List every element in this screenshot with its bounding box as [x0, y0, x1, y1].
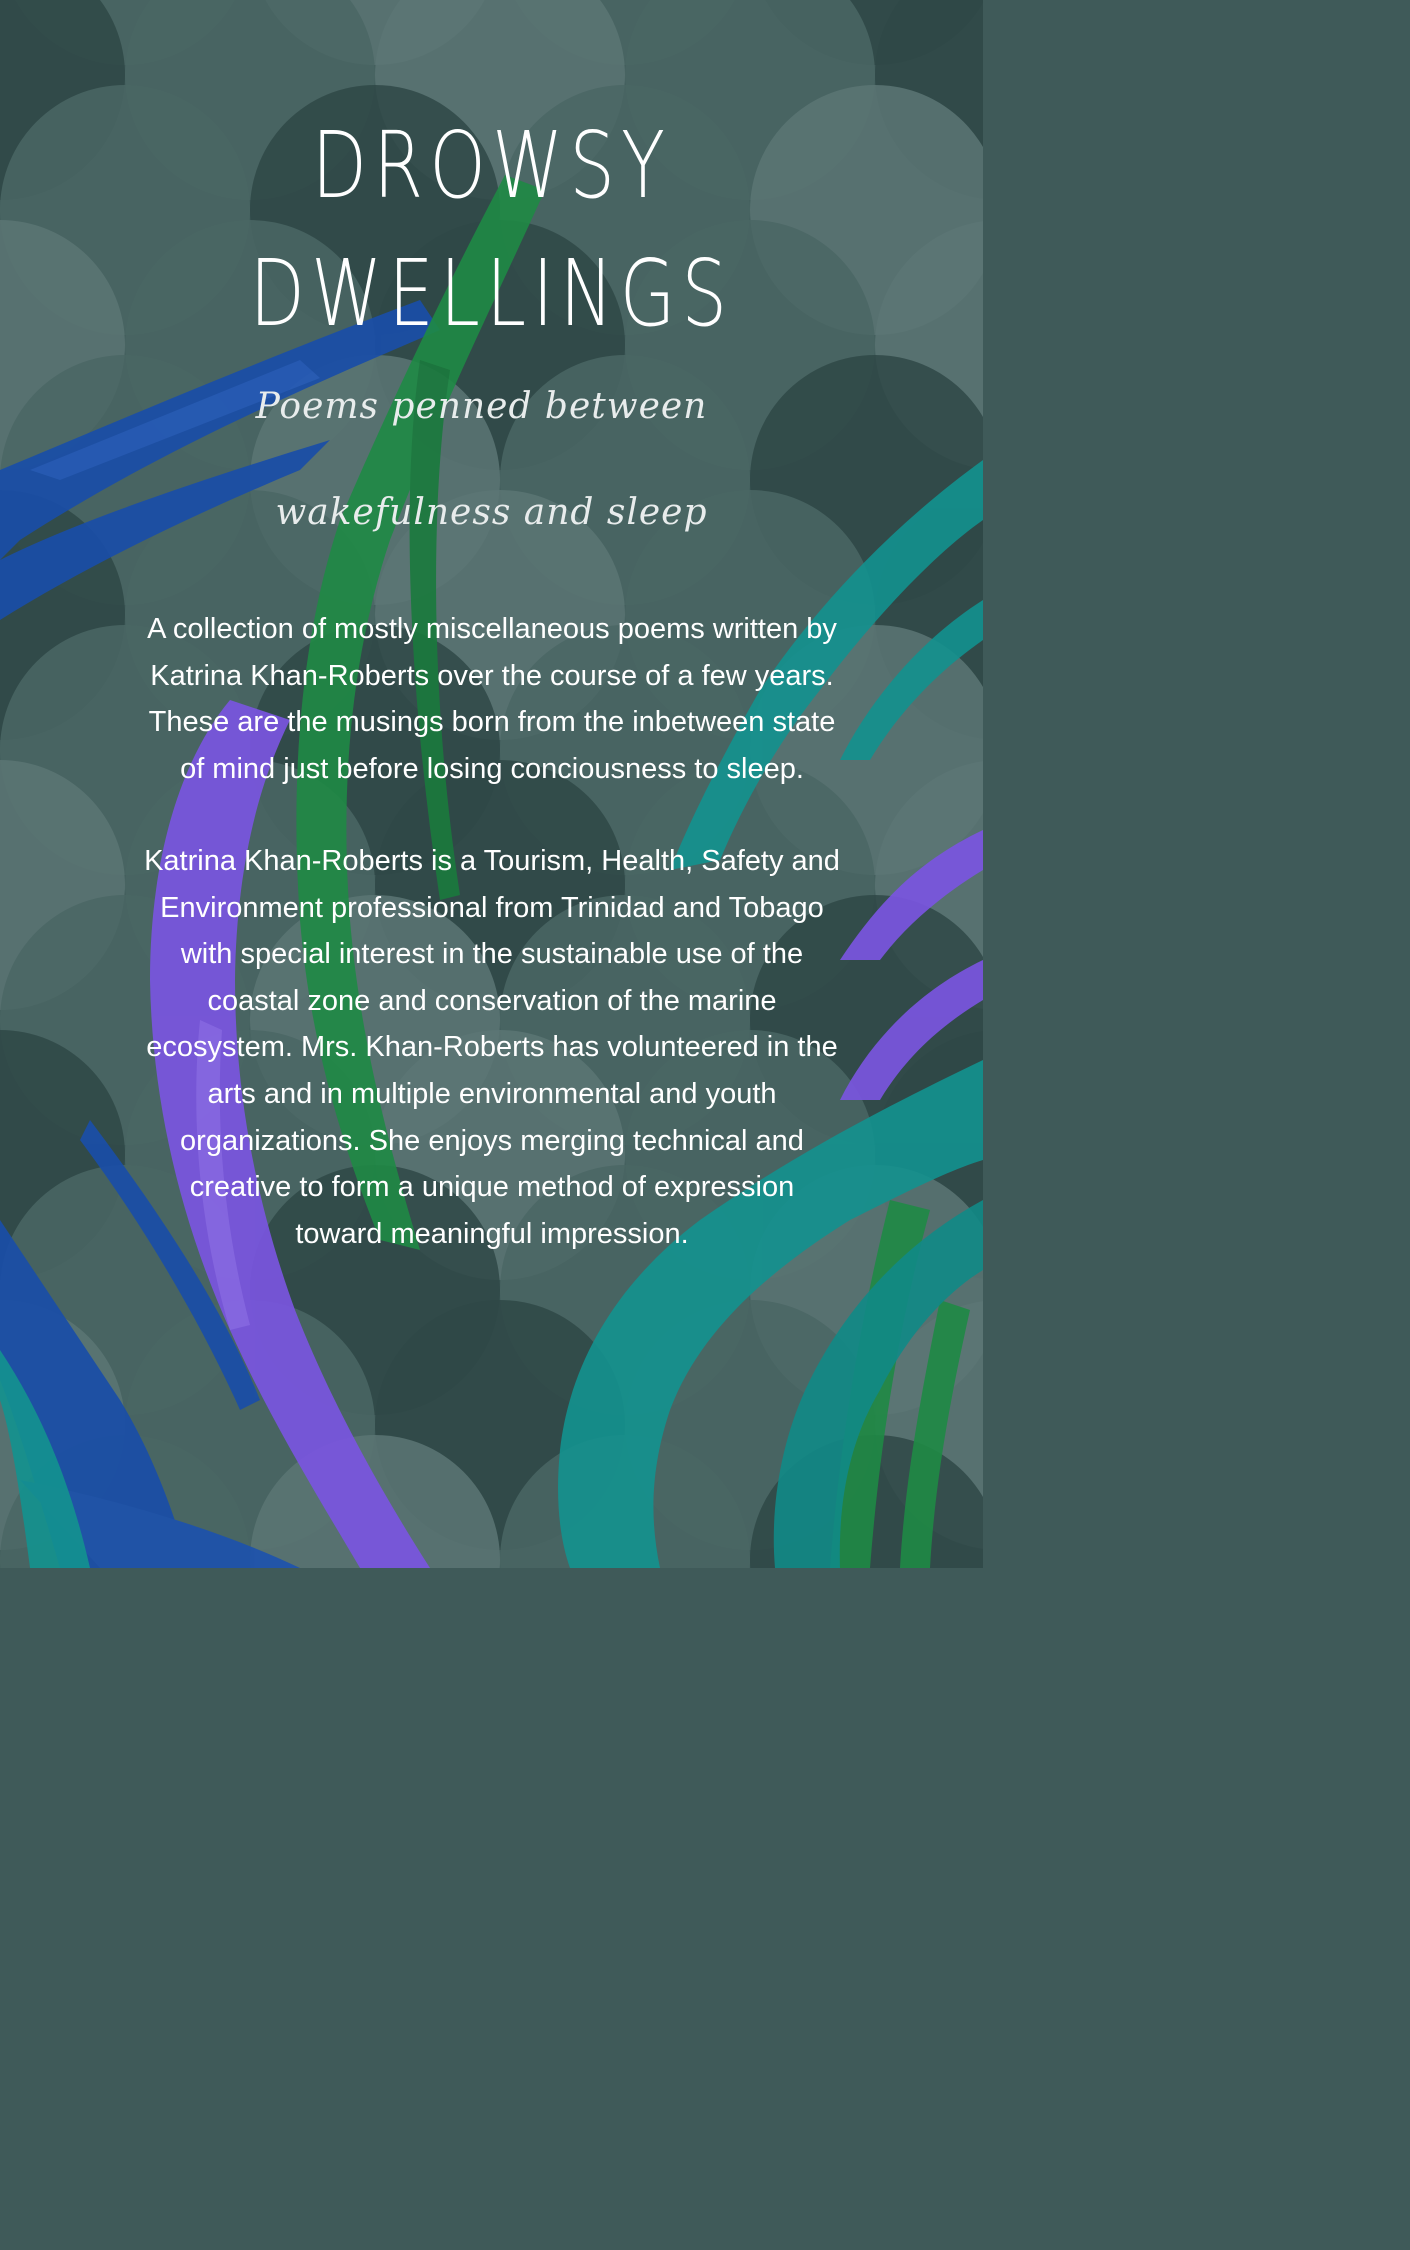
bio-line: arts and in multiple environmental and youth	[207, 1077, 777, 1110]
description-line: A collection of mostly miscellaneous poems written by	[147, 613, 837, 645]
bio-line: toward meaningful impression.	[295, 1217, 689, 1250]
description-line: of mind just before losing conciousness to sleep.	[180, 752, 804, 785]
description-line: These are the musings born from the inbetween state	[148, 706, 836, 739]
description-paragraph	[92, 606, 892, 792]
bio-line: organizations. She enjoys merging technical and	[180, 1124, 804, 1157]
bio-line: ecosystem. Mrs. Khan-Roberts has volunteered in the	[146, 1031, 838, 1064]
bio-line: coastal zone and conservation of the marine	[207, 984, 777, 1017]
bio-line: creative to form a unique method of expression	[189, 1171, 795, 1204]
description-line: Katrina Khan-Roberts over the course of a few years.	[150, 659, 834, 692]
subtitle-line-2: wakefulness and sleep	[275, 492, 708, 533]
book-title-line-2: DWELLINGS	[249, 240, 734, 347]
book-title-line-1: DROWSY	[311, 112, 672, 219]
bio-line: with special interest in the sustainable use of the	[180, 938, 804, 971]
bio-line: Environment professional from Trinidad and Tobago	[160, 891, 824, 924]
author-bio-paragraph	[92, 838, 892, 1257]
bio-line: Katrina Khan-Roberts is a Tourism, Health, Safety and	[144, 845, 840, 877]
subtitle-line-1: Poems penned between	[255, 386, 708, 427]
